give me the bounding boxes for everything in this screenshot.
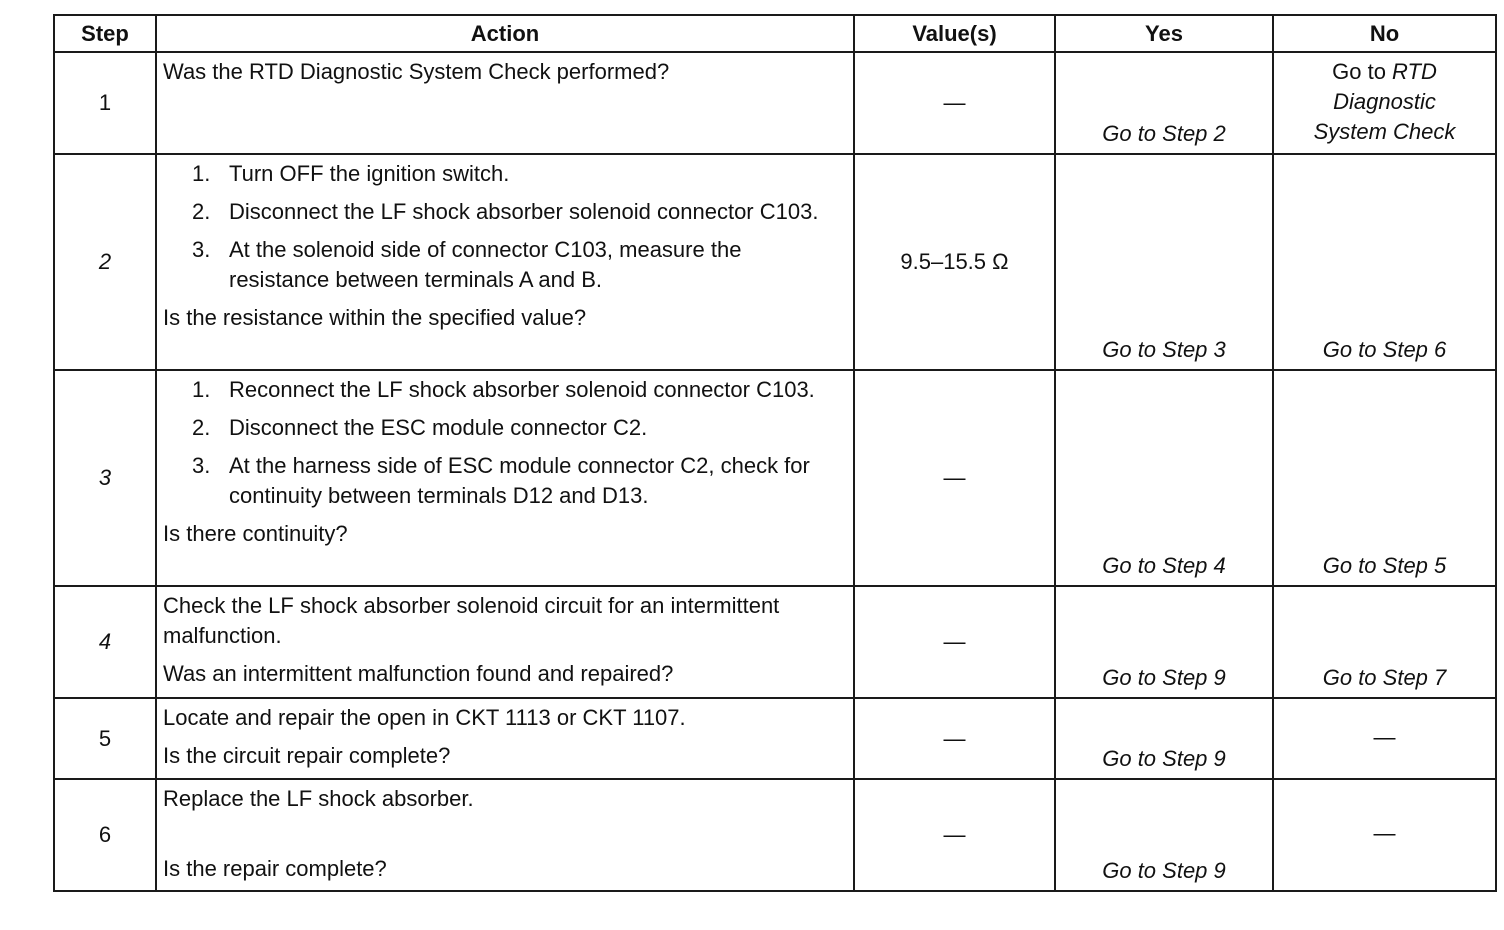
- action-question: Was an intermittent malfunction found and repaired?: [163, 661, 674, 686]
- table-row: [54, 154, 1496, 370]
- value-cell: —: [854, 698, 1055, 779]
- action-cell: [156, 52, 854, 154]
- yes-link[interactable]: Go to Step 4: [1102, 553, 1226, 578]
- no-cell: [1273, 586, 1496, 698]
- no-cell: [1273, 698, 1496, 779]
- step-number: 3: [54, 370, 156, 586]
- no-line-1: RTD: [1392, 59, 1437, 84]
- yes-cell: [1055, 698, 1273, 779]
- action-step-item: 1. Turn OFF the ignition switch.: [192, 161, 510, 186]
- header-yes: Yes: [1055, 15, 1273, 52]
- action-cell: [156, 586, 854, 698]
- yes-link[interactable]: Go to Step 9: [1102, 665, 1226, 690]
- action-text: Check the LF shock absorber solenoid circuit for an intermittent malfunction.: [163, 593, 780, 648]
- no-line-2: Diagnostic: [1333, 89, 1436, 114]
- no-prefix: Go to: [1332, 59, 1393, 84]
- no-link[interactable]: Go to Step 7: [1322, 665, 1447, 690]
- header-step: Step: [54, 15, 156, 52]
- action-cell: [156, 154, 854, 370]
- action-step-item: 2. Disconnect the ESC module connector C2.: [192, 415, 648, 440]
- action-text: Replace the LF shock absorber.: [163, 786, 474, 811]
- yes-link[interactable]: Go to Step 2: [1102, 121, 1226, 146]
- action-text: Was the RTD Diagnostic System Check performed?: [163, 59, 670, 84]
- header-values: Value(s): [854, 15, 1055, 52]
- header-action: Action: [156, 15, 854, 52]
- action-cell: [156, 370, 854, 586]
- no-cell: [1273, 154, 1496, 370]
- step-number: 2: [54, 154, 156, 370]
- step-number: 4: [54, 586, 156, 698]
- action-cell: [156, 779, 854, 891]
- yes-cell: [1055, 52, 1273, 154]
- no-value: —: [1373, 724, 1396, 749]
- action-steps: [163, 159, 845, 295]
- value-cell: —: [854, 52, 1055, 154]
- step-number: 1: [54, 52, 156, 154]
- no-cell: [1273, 52, 1496, 154]
- yes-link[interactable]: Go to Step 9: [1102, 746, 1226, 771]
- action-question: Is there continuity?: [163, 521, 348, 546]
- value-cell: 9.5–15.5 Ω: [854, 154, 1055, 370]
- step-number: 5: [54, 698, 156, 779]
- yes-cell: [1055, 779, 1273, 891]
- header-row: [54, 15, 1496, 52]
- action-step-item: 1. Reconnect the LF shock absorber solenoid connector C103.: [192, 377, 815, 402]
- table-row: [54, 698, 1496, 779]
- no-link[interactable]: Go to Step 5: [1322, 553, 1447, 578]
- yes-cell: [1055, 370, 1273, 586]
- action-text: Locate and repair the open in CKT 1113 or CKT 1107.: [163, 705, 686, 730]
- value-cell: —: [854, 370, 1055, 586]
- action-question: Is the resistance within the specified value?: [163, 305, 587, 330]
- action-question: Is the circuit repair complete?: [163, 743, 451, 768]
- yes-link[interactable]: Go to Step 3: [1102, 337, 1226, 362]
- table-row: [54, 586, 1496, 698]
- no-cell: [1273, 370, 1496, 586]
- diagnostic-table: [53, 14, 1497, 892]
- yes-cell: [1055, 154, 1273, 370]
- value-cell: —: [854, 779, 1055, 891]
- action-question: Is the repair complete?: [163, 856, 387, 881]
- table-row: [54, 52, 1496, 154]
- no-link[interactable]: Go to Step 6: [1322, 337, 1447, 362]
- yes-cell: [1055, 586, 1273, 698]
- no-cell: [1273, 779, 1496, 891]
- header-no: No: [1273, 15, 1496, 52]
- action-step-item: 3. At the harness side of ESC module connector C2, check for continuity between terminals D12 and D13.: [192, 453, 810, 508]
- value-cell: —: [854, 586, 1055, 698]
- action-step-item: 3. At the solenoid side of connector C103, measure the resistance between terminals A and B.: [192, 237, 742, 292]
- no-value: —: [1373, 820, 1396, 846]
- yes-link[interactable]: Go to Step 9: [1102, 858, 1226, 883]
- action-step-item: 2. Disconnect the LF shock absorber solenoid connector C103.: [192, 199, 819, 224]
- action-cell: [156, 698, 854, 779]
- action-steps: [163, 375, 845, 511]
- no-link[interactable]: [1274, 53, 1495, 147]
- table-row: [54, 779, 1496, 891]
- step-number: 6: [54, 779, 156, 891]
- table-row: [54, 370, 1496, 586]
- no-line-3: System Check: [1313, 119, 1456, 144]
